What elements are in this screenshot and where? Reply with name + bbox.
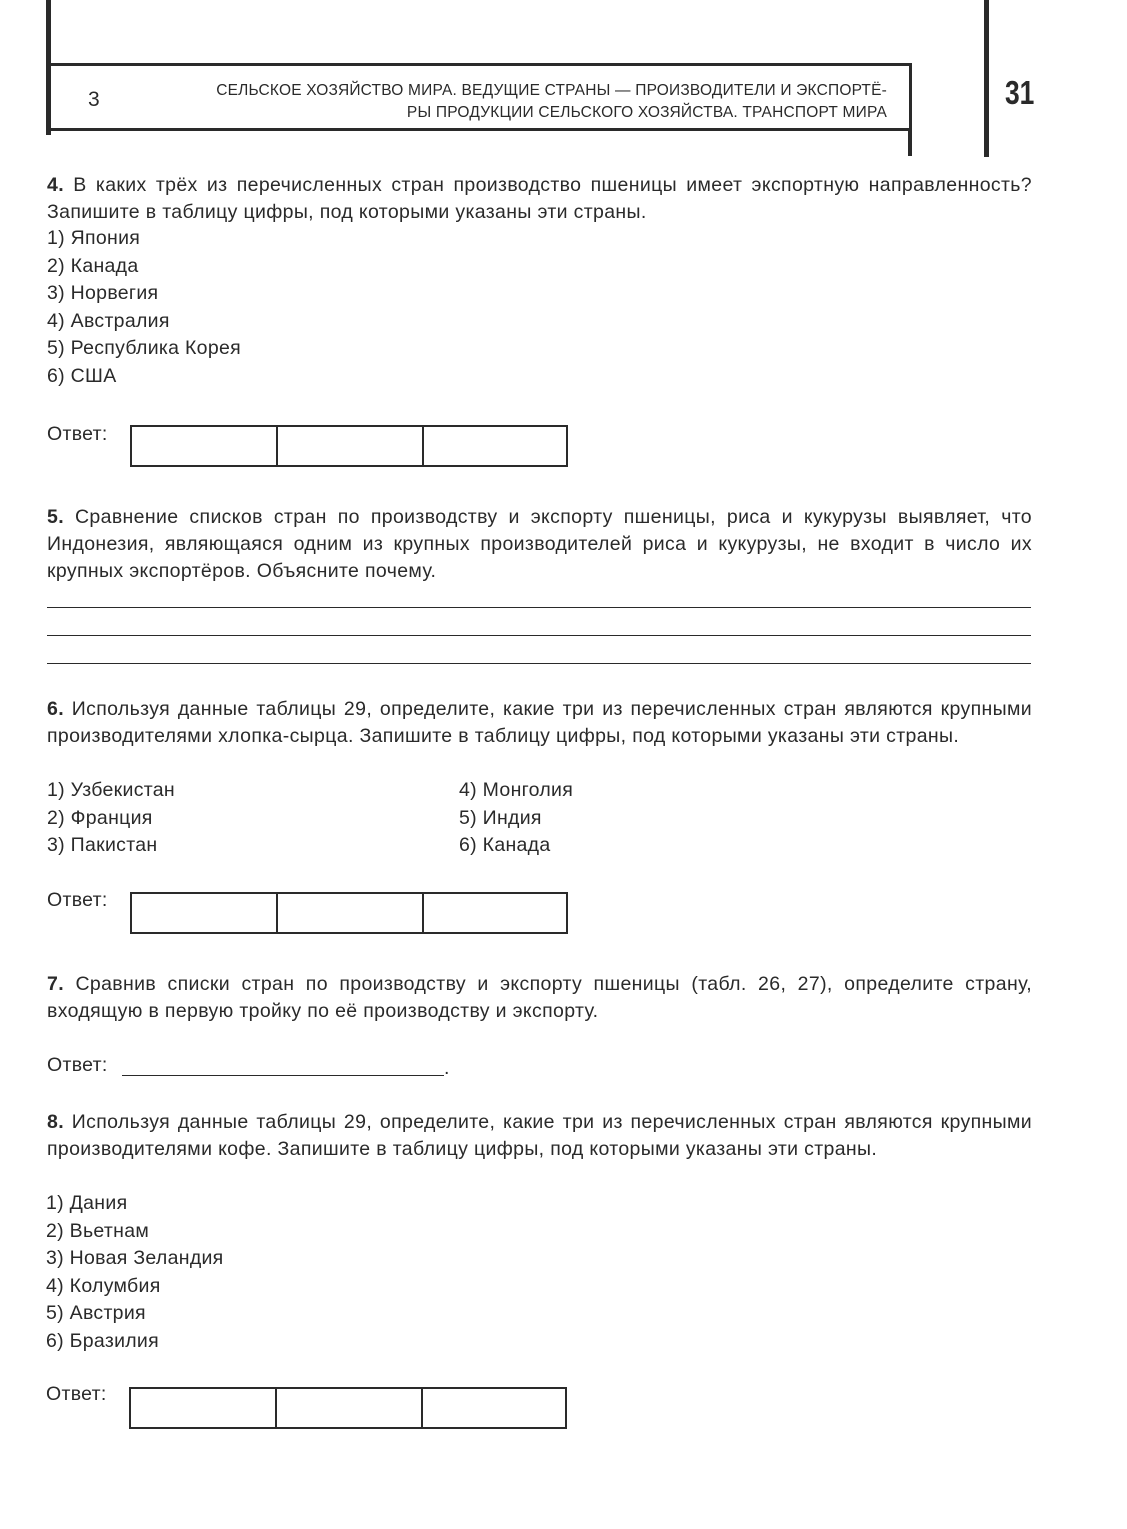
list-item: 4) Монголия: [459, 779, 574, 801]
question-number: 8.: [47, 1111, 64, 1133]
question-text: Используя данные таблицы 29, определите, какие три из перечисленных стран являются крупными производителями хлопка-сырца. Запишите в таблицу цифры, под которыми указаны эти страны.: [47, 698, 1032, 747]
answer-label: Ответ:: [47, 889, 108, 911]
question-text: Используя данные таблицы 29, определите, какие три из перечисленных стран являются крупными производителями кофе. Запишите в таблицу цифры, под которыми указаны эти страны.: [47, 1111, 1032, 1160]
answer-line-1[interactable]: [47, 607, 1031, 608]
question-text: Сравнив списки стран по производству и экспорту пшеницы (табл. 26, 27), определите страну, входящую в первую тройку по её производству и экспорту.: [47, 973, 1032, 1022]
question-number: 7.: [47, 973, 64, 995]
list-item: 3) Норвегия: [47, 282, 159, 304]
question-4: [47, 172, 1032, 226]
chapter-number: 3: [88, 88, 100, 111]
list-item: 5) Республика Корея: [47, 337, 241, 359]
answer-end-period: .: [444, 1057, 450, 1079]
answer-cell-1[interactable]: [132, 427, 278, 465]
question-6-options-left: [47, 777, 175, 860]
question-6: [47, 696, 1032, 750]
answer-table-q8[interactable]: [129, 1387, 567, 1429]
answer-cell-3[interactable]: [423, 1389, 565, 1427]
answer-label: Ответ:: [46, 1383, 107, 1405]
answer-table-q4[interactable]: [130, 425, 568, 467]
question-4-options: [47, 225, 241, 390]
question-5: [47, 504, 1032, 585]
question-6-options-right: [459, 777, 573, 860]
question-number: 4.: [47, 174, 64, 196]
chapter-title-line-1: СЕЛЬСКОЕ ХОЗЯЙСТВО МИРА. ВЕДУЩИЕ СТРАНЫ — ПРОИЗВОДИТЕЛИ И ЭКСПОРТЁ-: [216, 82, 887, 99]
question-8: [47, 1109, 1032, 1163]
list-item: 3) Пакистан: [47, 834, 158, 856]
answer-label: Ответ:: [47, 423, 108, 445]
list-item: 2) Франция: [47, 806, 153, 829]
list-item: 2) Вьетнам: [46, 1219, 150, 1242]
list-item: 6) США: [47, 364, 117, 387]
list-item: 1) Узбекистан: [47, 779, 175, 801]
page-margin-line: [984, 0, 989, 157]
list-item: 6) Канада: [459, 834, 551, 856]
chapter-title-line-2: РЫ ПРОДУКЦИИ СЕЛЬСКОГО ХОЗЯЙСТВА. ТРАНСПОРТ МИРА: [406, 104, 887, 121]
question-number: 6.: [47, 698, 64, 720]
header-frame-tick: [908, 128, 912, 156]
question-text: Сравнение списков стран по производству и экспорту пшеницы, риса и кукурузы выявляет, что Индонезия, являющаяся одним из крупных производителей риса и кукурузы, не входит в число их крупных экспортёров. Объясните почему.: [47, 506, 1032, 582]
list-item: 6) Бразилия: [46, 1329, 159, 1352]
list-item: 3) Новая Зеландия: [46, 1247, 224, 1269]
answer-cell-2[interactable]: [278, 894, 424, 932]
answer-line-3[interactable]: [47, 663, 1031, 664]
answer-table-q6[interactable]: [130, 892, 568, 934]
answer-label: Ответ:: [47, 1054, 108, 1076]
question-8-options: [46, 1190, 224, 1355]
page-number: 31: [1005, 74, 1035, 111]
answer-cell-1[interactable]: [132, 894, 278, 932]
list-item: 2) Канада: [47, 254, 139, 277]
answer-cell-2[interactable]: [277, 1389, 423, 1427]
answer-cell-3[interactable]: [424, 894, 566, 932]
list-item: 5) Индия: [459, 806, 542, 829]
answer-cell-3[interactable]: [424, 427, 566, 465]
list-item: 1) Дания: [46, 1192, 128, 1214]
answer-line-2[interactable]: [47, 635, 1031, 636]
answer-line[interactable]: [122, 1075, 444, 1076]
answer-cell-1[interactable]: [131, 1389, 277, 1427]
list-item: 4) Колумбия: [46, 1274, 161, 1297]
question-7: [47, 971, 1032, 1025]
question-number: 5.: [47, 506, 64, 528]
answer-cell-2[interactable]: [278, 427, 424, 465]
list-item: 5) Австрия: [46, 1302, 146, 1324]
list-item: 4) Австралия: [47, 309, 170, 332]
question-text: В каких трёх из перечисленных стран производство пшеницы имеет экспортную направленность? Запишите в таблицу цифры, под которыми указаны эти страны.: [47, 174, 1032, 223]
list-item: 1) Япония: [47, 227, 141, 249]
chapter-title: [150, 80, 887, 124]
